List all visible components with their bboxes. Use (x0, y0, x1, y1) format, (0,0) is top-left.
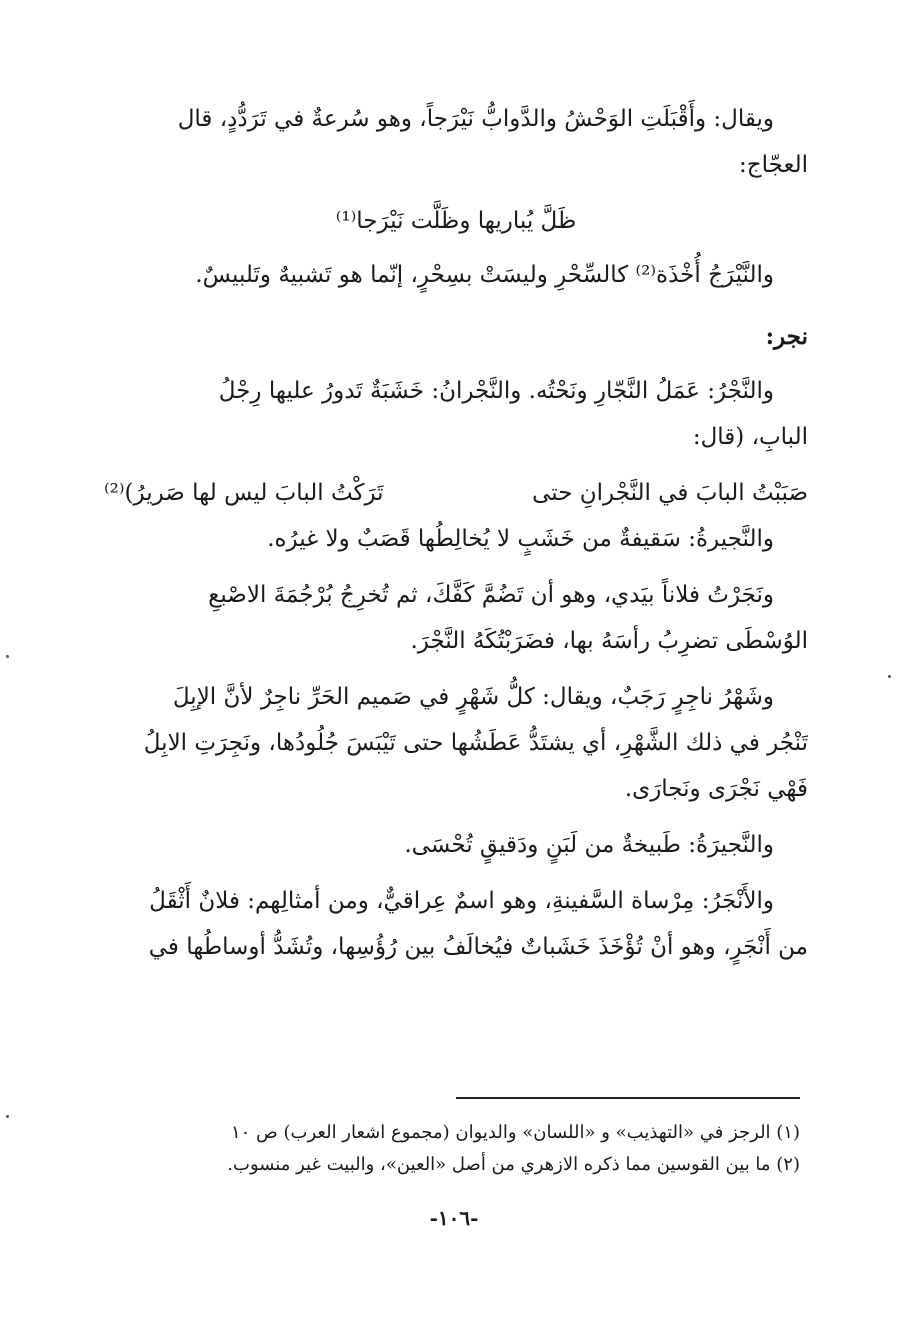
text-line: العجّاج: (739, 152, 808, 178)
paragraph-anjar (104, 878, 808, 970)
scan-speck (888, 675, 891, 678)
footnote-1: (١) الرجز في «التهذيب» و «اللسان» والديوان (مجموع اشعار العرب) ص ١٠ (230, 1122, 800, 1143)
paragraph-najira-food: والنَّجيرَةُ: طَبيخةٌ من لَبَنٍ ودَقيقٍ تُحْسَى. (404, 832, 774, 858)
entry-heading: نجر: (765, 323, 808, 350)
scan-speck (6, 1115, 9, 1118)
text-line: والأَنْجَرُ: مِرْساة السَّفينةِ، وهو اسمٌ عِراقيٌّ، ومن أمثالِهم: فلانٌ أَثْقَلُ (149, 888, 774, 914)
text-line: والنَّجْرُ: عَمَلُ النَّجّارِ ونَحْتُه. والنَّجْرانُ: خَشَبَةٌ تَدورُ عليها رِجْلُ (218, 378, 774, 404)
verse-hemistich-right: صَبَبْتُ البابَ في النَّجْرانِ حتى (532, 480, 808, 506)
text-line: فَهْي نَجْرَى ونَجارَى. (624, 776, 808, 802)
footnote-2: (٢) ما بين القوسين مما ذكره الازهري من أصل «العين»، والبيت غير منسوب. (227, 1154, 800, 1175)
page-number: -١٠٦- (429, 1206, 479, 1230)
page-body (104, 96, 808, 980)
footnote-separator (456, 1097, 800, 1099)
paragraph-najira: والنَّجيرةُ: سَقيفةٌ من خَشَبٍ لا يُخالِطُها قَصَبٌ ولا غيرُه. (267, 526, 774, 552)
text-line: البابِ، (قال: (692, 424, 808, 450)
paragraph-najir (104, 674, 808, 812)
text-line: ويقال: وأَقْبَلَتِ الوَحْشُ والدَّوابُّ نَيْرَجاً، وهو سُرعةٌ في تَرَدُّدٍ، قال (177, 106, 774, 132)
text-line: الوُسْطَى تضرِبُ رأسَهُ بها، فضَرَبْتُكَهُ النَّجْرَ. (410, 628, 808, 654)
verse-couplet (104, 470, 808, 516)
text-line: تَنْجُر في ذلك الشَّهْرِ، أي يشتَدُّ عَطَشُها حتى تَيْبَسَ جُلُودُها، ونَجِرَتِ الابِلُ (143, 730, 808, 756)
paragraph-najartu (104, 572, 808, 664)
verse-line: ظَلَّ يُباريها وظَلَّت نَيْرَجا⁽¹⁾ (335, 208, 577, 234)
verse-hemistich-left: تَرَكْتُ البابَ ليس لها صَريرُ)⁽²⁾ (104, 480, 384, 506)
text-line: ونَجَرْتُ فلاناً بيَدي، وهو أن تَضُمَّ كَفَّكَ، ثم تُخرِجُ بُرْجُمَةَ الاصْبعِ (208, 582, 774, 608)
paragraph-nayraj (104, 96, 808, 188)
text-line: وشَهْرُ ناجِرٍ رَجَبٌ، ويقال: كلُّ شَهْرٍ في صَميم الحَرِّ ناجِرٌ لأنَّ الإبِلَ (172, 684, 774, 710)
footnotes (180, 1117, 800, 1181)
paragraph-nayraj-definition: والنَّيْرَجُ أُخْذَة⁽²⁾ كالسِّحْرِ وليسَتْ بسِحْرٍ، إنّما هو تَشبيهٌ وتَلبيسٌ. (195, 262, 774, 288)
text-line: من أَنْجَرٍ، وهو أنْ تُؤْخَذَ خَشَباتٌ فيُخالَفُ بين رُؤُسِها، وتُشَدُّ أوساطُها في (148, 934, 808, 960)
scan-speck (6, 655, 9, 658)
paragraph-najr (104, 368, 808, 460)
